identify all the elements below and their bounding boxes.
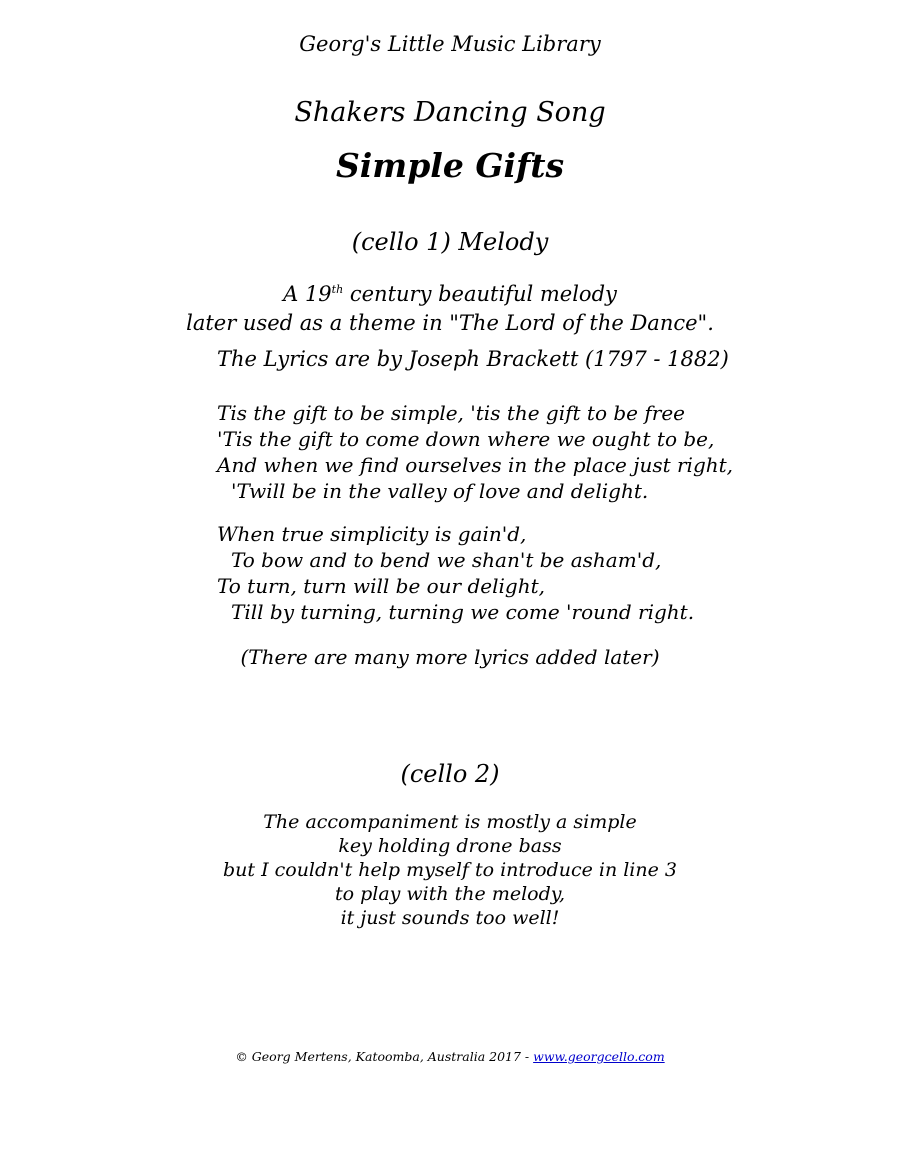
more-lyrics-note: (There are many more lyrics added later) [240,645,660,669]
verse2-line-3: To turn, turn will be our delight, [217,574,545,598]
verse2-line-1: When true simplicity is gain'd, [217,522,527,546]
verse1-line-3: And when we find ourselves in the place just right, [217,453,734,477]
intro-superscript: th [331,283,344,296]
copyright-text: © Georg Mertens, Katoomba, Australia 2017 - [235,1049,534,1064]
cello2-line-4: to play with the melody, [334,883,566,905]
cello1-heading: (cello 1) Melody [351,228,549,256]
website-link[interactable]: www.georgcello.com [533,1049,665,1064]
cello2-line-2: key holding drone bass [338,835,562,857]
cello2-heading: (cello 2) [400,760,500,788]
cello2-line-5: it just sounds too well! [340,907,560,929]
intro-line-1 [0,282,900,306]
lyricist-credit: The Lyrics are by Joseph Brackett (1797 - 1882) [217,347,729,371]
intro-suffix: century beautiful melody [343,282,617,306]
verse1-line-4: 'Twill be in the valley of love and delight. [231,479,649,503]
verse1-line-2: 'Tis the gift to come down where we ought to be, [217,427,715,451]
footer [0,1049,900,1064]
song-subtitle: Shakers Dancing Song [294,97,606,128]
verse2-line-4: Till by turning, turning we come 'round right. [231,600,695,624]
intro-prefix: A 19 [283,282,332,306]
song-title: Simple Gifts [335,146,565,185]
verse1-line-1: Tis the gift to be simple, 'tis the gift to be free [217,401,685,425]
cello2-line-3: but I couldn't help myself to introduce in line 3 [223,859,677,881]
intro-line-2: later used as a theme in "The Lord of the Dance". [186,311,714,335]
verse2-line-2: To bow and to bend we shan't be asham'd, [231,548,662,572]
library-name: Georg's Little Music Library [299,32,601,56]
cello2-line-1: The accompaniment is mostly a simple [263,811,637,833]
